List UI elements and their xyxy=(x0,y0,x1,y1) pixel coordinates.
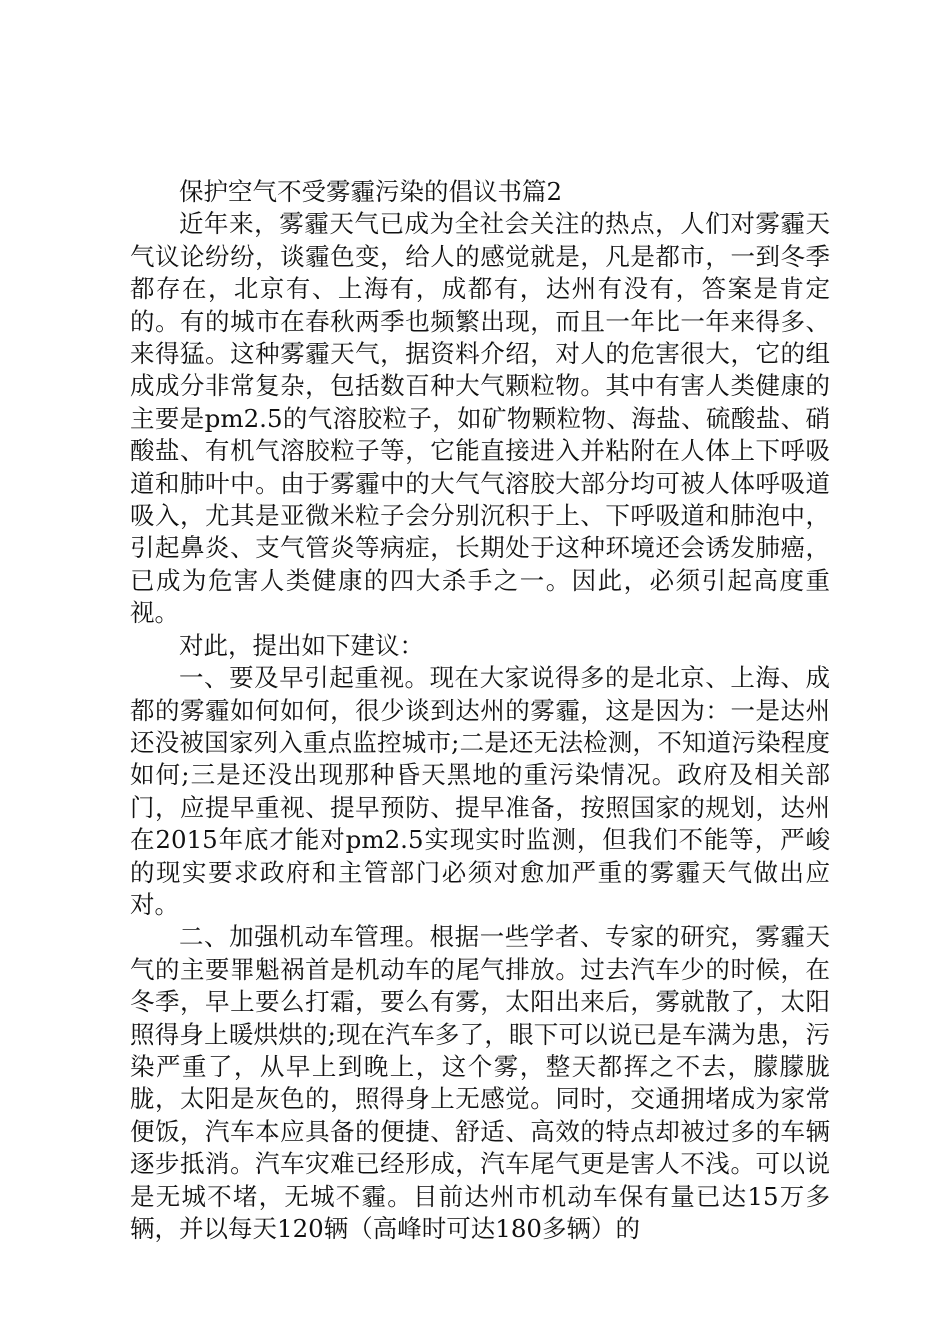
document-body xyxy=(130,176,830,1245)
paragraph-suggestion-2: 二、加强机动车管理。根据一些学者、专家的研究，雾霾天气的主要罪魁祸首是机动车的尾气排放。过去汽车少的时候，在冬季，早上要么打霜，要么有雾，太阳出来后，雾就散了，太阳照得身上暖烘烘的;现在汽车多了，眼下可以说已是车满为患，污染严重了，从早上到晚上，这个雾，整天都挥之不去，朦朦胧胧，太阳是灰色的，照得身上无感觉。同时，交通拥堵成为家常便饭，汽车本应具备的便捷、舒适、高效的特点却被过多的车辆逐步抵消。汽车灾难已经形成，汽车尾气更是害人不浅。可以说是无城不堵，无城不霾。目前达州市机动车保有量已达15万多辆，并以每天120辆（高峰时可达180多辆）的 xyxy=(130,922,830,1243)
paragraph-suggestions-lead: 对此，提出如下建议： xyxy=(179,630,424,660)
document-title: 保护空气不受雾霾污染的倡议书篇2 xyxy=(179,177,563,206)
paragraph-intro: 近年来，雾霾天气已成为全社会关注的热点，人们对雾霾天气议论纷纷，谈霾色变，给人的感觉就是，凡是都市，一到冬季都存在，北京有、上海有，成都有，达州有没有，答案是肯定的。有的城市在春秋两季也频繁出现，而且一年比一年来得多、来得猛。这种雾霾天气，据资料介绍，对人的危害很大，它的组成成分非常复杂，包括数百种大气颗粒物。其中有害人类健康的主要是pm2.5的气溶胶粒子，如矿物颗粒物、海盐、硫酸盐、硝酸盐、有机气溶胶粒子等，它能直接进入并粘附在人体上下呼吸道和肺叶中。由于雾霾中的大气气溶胶大部分均可被人体呼吸道吸入，尤其是亚微米粒子会分别沉积于上、下呼吸道和肺泡中，引起鼻炎、支气管炎等病症，长期处于这种环境还会诱发肺癌，已成为危害人类健康的四大杀手之一。因此，必须引起高度重视。 xyxy=(130,209,830,628)
paragraph-suggestion-1: 一、要及早引起重视。现在大家说得多的是北京、上海、成都的雾霾如何如何，很少谈到达州的雾霾，这是因为：一是达州还没被国家列入重点监控城市;二是还无法检测，不知道污染程度如何;三是还没出现那种昏天黑地的重污染情况。政府及相关部门，应提早重视、提早预防、提早准备，按照国家的规划，达州在2015年底才能对pm2.5实现实时监测，但我们不能等，严峻的现实要求政府和主管部门必须对愈加严重的雾霾天气做出应对。 xyxy=(130,663,830,919)
